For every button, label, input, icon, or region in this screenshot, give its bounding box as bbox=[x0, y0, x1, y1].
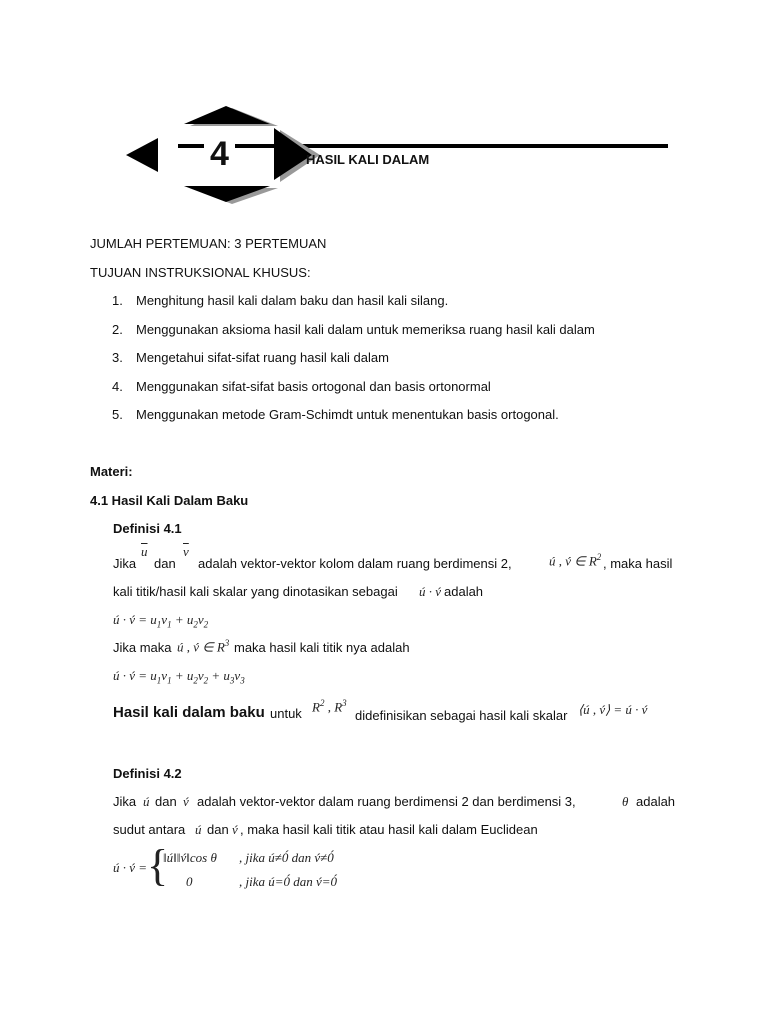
math-u-v-in-r2: ú , v́ ∈ $R^2$ bbox=[549, 552, 602, 569]
math-r2-r3: $R^2$ , $R^3$ bbox=[312, 698, 347, 715]
math-u-v-in-r3: ú , v́ ∈ $R^3$ bbox=[177, 638, 230, 655]
list-item-text: Menggunakan aksioma hasil kali dalam untuk memeriksa ruang hasil kali dalam bbox=[136, 321, 595, 337]
materi-heading: Materi: bbox=[90, 464, 133, 479]
math-u-dot-v: ú · v́ bbox=[419, 584, 442, 599]
line4-end: maka hasil kali titik nya adalah bbox=[234, 640, 410, 655]
def2-adalah: adalah bbox=[636, 794, 676, 809]
vector-u-symbol: $\overline{u}$ bbox=[141, 544, 148, 559]
line1-end: , maka hasil bbox=[603, 556, 673, 571]
list-item-number: 1. bbox=[112, 293, 123, 308]
list-item-text: Menghitung hasil kali dalam baku dan hasil kali silang. bbox=[136, 293, 449, 308]
definition-4-2-title: Definisi 4.2 bbox=[113, 766, 182, 781]
line4-text: Jika maka bbox=[113, 640, 172, 655]
math-u-2: ú bbox=[195, 822, 202, 837]
left-arrow-icon bbox=[126, 138, 158, 172]
case1-condition: , jika ú≠0́ dan v́≠0́ bbox=[239, 850, 334, 865]
list-item-text: Menggunakan sifat-sifat basis ortogonal dan basis ortonormal bbox=[136, 378, 491, 394]
line1-text: adalah vektor-vektor kolom dalam ruang berdimensi 2, bbox=[198, 556, 512, 571]
brace-icon: { bbox=[147, 841, 169, 890]
chapter-number: 4 bbox=[204, 134, 235, 174]
meetings-count: JUMLAH PERTEMUAN: 3 PERTEMUAN bbox=[90, 236, 327, 251]
list-item-number: 4. bbox=[112, 378, 123, 394]
list-item bbox=[112, 379, 595, 408]
case2-expression: 0 bbox=[186, 874, 193, 889]
def2-dan: dan bbox=[155, 794, 177, 809]
math-u: ú bbox=[143, 794, 150, 809]
definition-4-1-title: Definisi 4.1 bbox=[113, 521, 182, 536]
chapter-title: HASIL KALI DALAM bbox=[306, 152, 430, 167]
list-item bbox=[112, 293, 595, 322]
equation-dot-product-2d: ú · v́ = $u_1v_1 + u_2v_2$ bbox=[113, 612, 209, 630]
text-untuk: untuk bbox=[270, 706, 302, 721]
section-heading: 4.1 Hasil Kali Dalam Baku bbox=[90, 493, 249, 508]
math-v-2: v́ bbox=[232, 822, 238, 837]
def2-line2-text: , maka hasil kali titik atau hasil kali dalam Euclidean bbox=[240, 822, 538, 837]
math-u-dot-v-lhs: ú · v́ = bbox=[113, 860, 148, 875]
line2-text: kali titik/hasil kali skalar yang dinotasikan sebagai bbox=[113, 584, 398, 599]
list-item-number: 2. bbox=[112, 321, 123, 337]
math-inner-product-notation: ⟨ú , v́⟩ = ú · v́ bbox=[578, 702, 648, 717]
list-item bbox=[112, 350, 595, 379]
def2-jika: Jika bbox=[113, 794, 137, 809]
equation-dot-product-3d: ú · v́ = $u_1v_1 + u_2v_2 + u_3v_3$ bbox=[113, 668, 245, 686]
standard-inner-product-definition bbox=[113, 698, 673, 726]
list-item-text: Menggunakan metode Gram-Schimdt untuk menentukan basis ortogonal. bbox=[136, 407, 559, 422]
text-dan: dan bbox=[154, 556, 176, 571]
definition-4-2-line2 bbox=[113, 822, 673, 840]
vector-v-symbol: $\overline{v}$ bbox=[183, 544, 189, 559]
math-theta: θ bbox=[622, 794, 629, 809]
objectives-heading: TUJUAN INSTRUKSIONAL KHUSUS: bbox=[90, 265, 311, 280]
case2-condition: , jika ú=0́ dan v́=0́ bbox=[239, 874, 338, 889]
definition-4-2-line1 bbox=[113, 794, 679, 812]
definition-4-1-line2 bbox=[113, 584, 673, 602]
definition-4-1-line4 bbox=[113, 640, 673, 658]
case1-expression: ‖ú‖‖v́‖cos θ bbox=[163, 850, 217, 865]
equation-euclidean-inner-product bbox=[113, 841, 433, 894]
list-item bbox=[112, 407, 595, 436]
definition-4-1-line1 bbox=[113, 544, 679, 574]
list-item-number: 5. bbox=[112, 407, 123, 422]
objectives-list bbox=[112, 293, 595, 436]
list-item bbox=[112, 322, 595, 351]
standard-inner-product-term: Hasil kali dalam baku bbox=[113, 704, 265, 721]
def2-dan-2: dan bbox=[207, 822, 229, 837]
standard-inner-product-text: didefinisikan sebagai hasil kali skalar bbox=[355, 708, 568, 723]
text-jika: Jika bbox=[113, 556, 137, 571]
list-item-text: Mengetahui sifat-sifat ruang hasil kali dalam bbox=[136, 350, 389, 365]
list-item-number: 3. bbox=[112, 350, 123, 365]
def2-sudut: sudut antara bbox=[113, 822, 186, 837]
line2-end: adalah bbox=[444, 584, 484, 599]
def2-line1-text: adalah vektor-vektor dalam ruang berdimensi 2 dan berdimensi 3, bbox=[197, 794, 576, 809]
math-v: v́ bbox=[183, 794, 189, 809]
